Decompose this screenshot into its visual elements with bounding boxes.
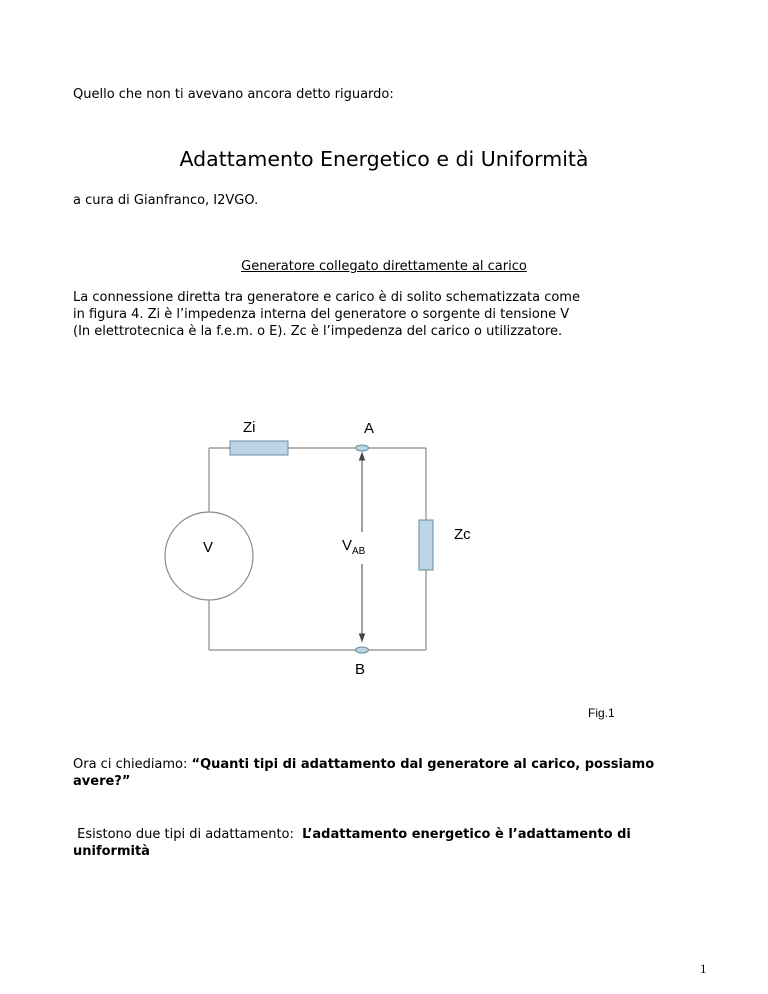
zc-resistor: [419, 520, 433, 570]
vab-label: [342, 537, 366, 557]
b-label: B: [355, 661, 366, 678]
intro-text: Quello che non ti avevano ancora detto riguardo:: [73, 87, 394, 102]
types-prefix: Esistono due tipi di adattamento:: [73, 827, 303, 842]
zi-resistor: [230, 441, 288, 455]
paragraph-line-2: in figura 4. Zi è l’impedenza interna del generatore o sorgente di tensione V: [73, 307, 570, 322]
types-bold: L’adattamento energetico è l’adattamento di uniformità: [73, 827, 631, 859]
zi-label: Zi: [243, 419, 256, 436]
vab-label-subscript: AB: [352, 546, 366, 557]
terminal-b: [356, 647, 369, 653]
question-prefix: Ora ci chiediamo:: [73, 757, 192, 772]
vab-label-main: V: [342, 537, 353, 554]
byline: a cura di Gianfranco, I2VGO.: [73, 193, 259, 208]
voltage-source: [165, 512, 253, 600]
question-bold: “Quanti tipi di adattamento dal generatore al carico, possiamo avere?”: [73, 757, 655, 789]
page-number: 1: [700, 961, 707, 976]
question-paragraph: [73, 756, 693, 790]
zc-label: Zc: [454, 526, 471, 543]
document-title: Adattamento Energetico e di Uniformità: [179, 147, 589, 171]
v-label: V: [203, 539, 214, 556]
types-paragraph: [73, 826, 693, 860]
a-label: A: [364, 420, 375, 437]
paragraph-line-1: La connessione diretta tra generatore e carico è di solito schematizzata come: [73, 290, 580, 305]
paragraph-line-3: (In elettrotecnica è la f.e.m. o E). Zc è l’impedenza del carico o utilizzatore.: [73, 324, 563, 339]
intro-paragraph: [73, 289, 713, 340]
terminal-a: [356, 445, 369, 451]
section-subheading: Generatore collegato direttamente al carico: [241, 259, 527, 274]
figure-caption: Fig.1: [588, 706, 615, 720]
circuit-diagram: [150, 400, 480, 690]
